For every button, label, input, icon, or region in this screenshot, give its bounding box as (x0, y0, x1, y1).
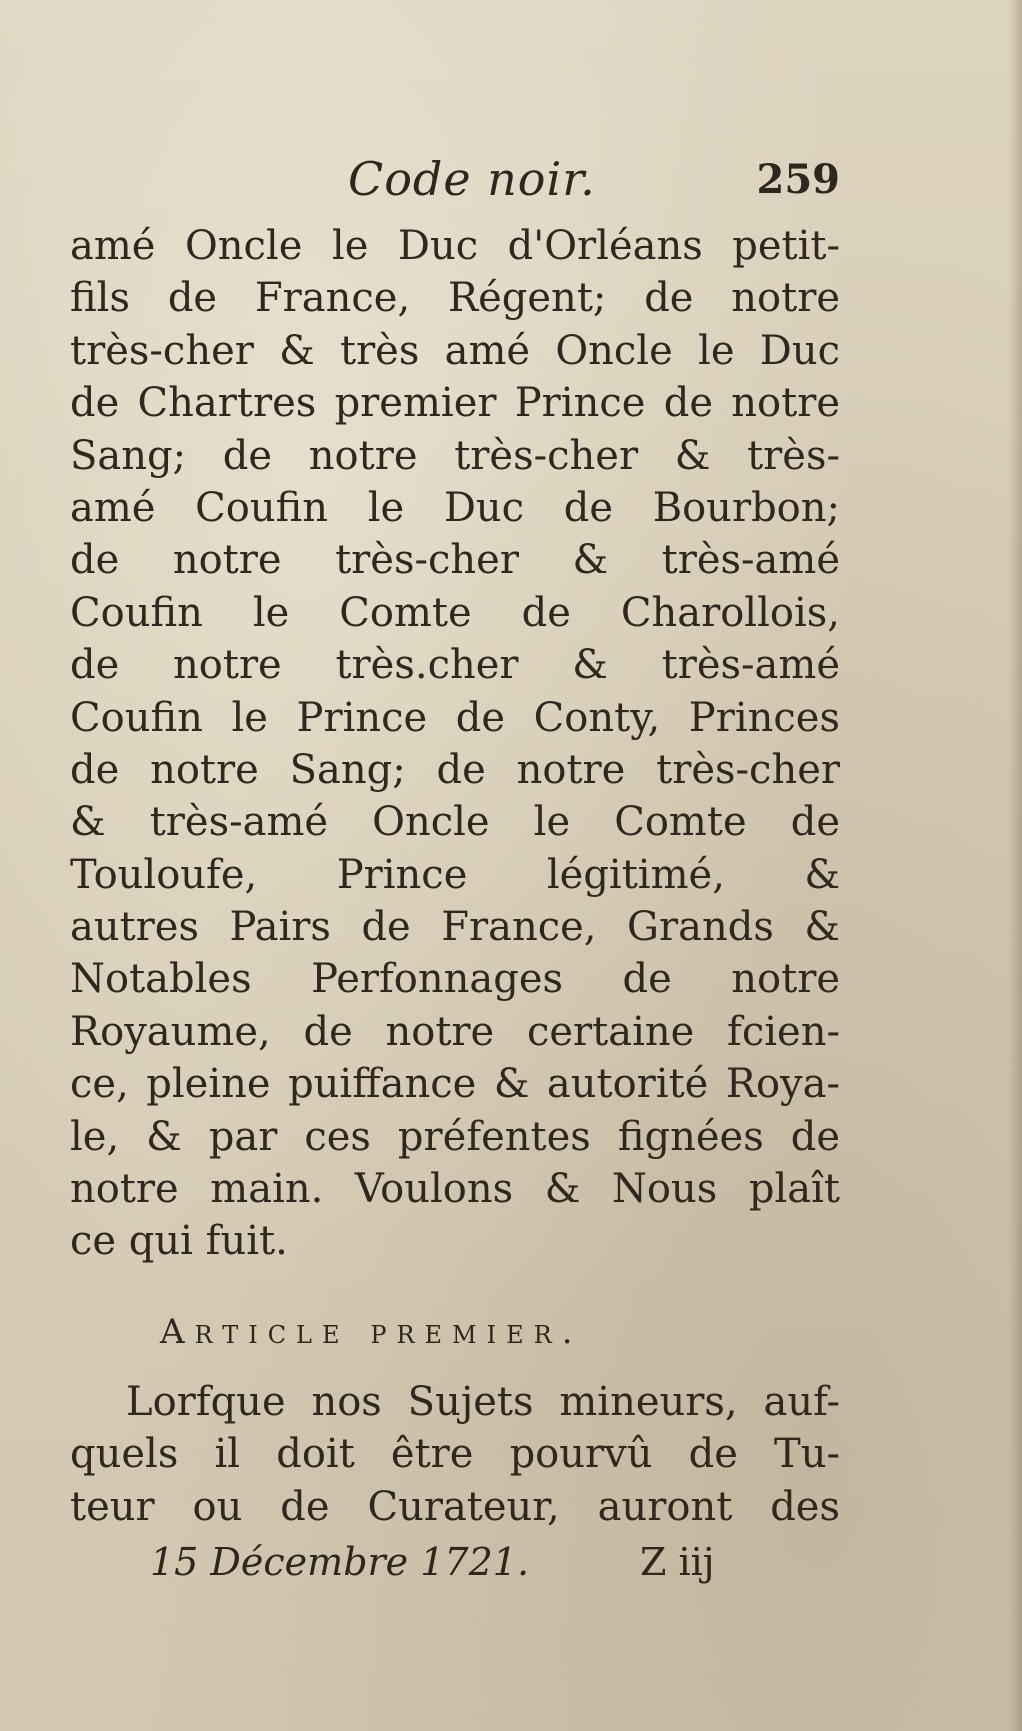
page-footer (150, 1540, 750, 1600)
article-heading: Article premier. (160, 1312, 583, 1352)
text-line: ce, pleine puiffance & autorité Roya- (70, 1061, 840, 1108)
text-line: Coufin le Prince de Conty, Princes (70, 694, 840, 741)
text-line: Touloufe, Prince légitimé, & (70, 851, 840, 898)
text-line: de Chartres premier Prince de notre (70, 380, 840, 427)
text-line: Lorfque nos Sujets mineurs, auf- (126, 1379, 840, 1425)
paragraph-2 (70, 1376, 840, 1533)
text-line: Coufin le Comte de Charollois, (70, 589, 840, 636)
text-line: notre main. Voulons & Nous plaît (70, 1166, 840, 1213)
signature-mark: Z iij (640, 1540, 715, 1584)
text-line: de notre très-cher & très-amé (70, 537, 840, 584)
text-line: ce qui fuit. (70, 1218, 288, 1265)
footer-date: 15 Décembre 1721. (150, 1540, 530, 1584)
text-line: Royaume, de notre certaine fcien- (70, 1008, 840, 1055)
text-line: le, & par ces préfentes fignées de (70, 1113, 840, 1160)
text-line: fils de France, Régent; de notre (70, 275, 840, 322)
page-number: 259 (756, 156, 840, 203)
text-line: & très-amé Oncle le Comte de (70, 799, 840, 846)
text-line: teur ou de Curateur, auront des (70, 1483, 840, 1530)
text-line: de notre très.cher & très-amé (70, 642, 840, 689)
text-line: très-cher & très amé Oncle le Duc (70, 327, 840, 374)
text-line: Notables Perfonnages de notre (70, 956, 840, 1003)
running-title: Code noir. (348, 152, 596, 206)
text-line: amé Coufin le Duc de Bourbon; (70, 484, 840, 531)
paragraph-1 (70, 220, 840, 1268)
text-line: amé Oncle le Duc d'Orléans petit- (70, 223, 840, 269)
text-line: Sang; de notre très-cher & très- (70, 432, 840, 479)
text-line: quels il doit être pourvû de Tu- (70, 1431, 840, 1478)
page-edge-shadow (1008, 0, 1022, 1731)
text-line: de notre Sang; de notre très-cher (70, 746, 840, 793)
page-header (70, 150, 840, 216)
text-line: autres Pairs de France, Grands & (70, 904, 840, 951)
